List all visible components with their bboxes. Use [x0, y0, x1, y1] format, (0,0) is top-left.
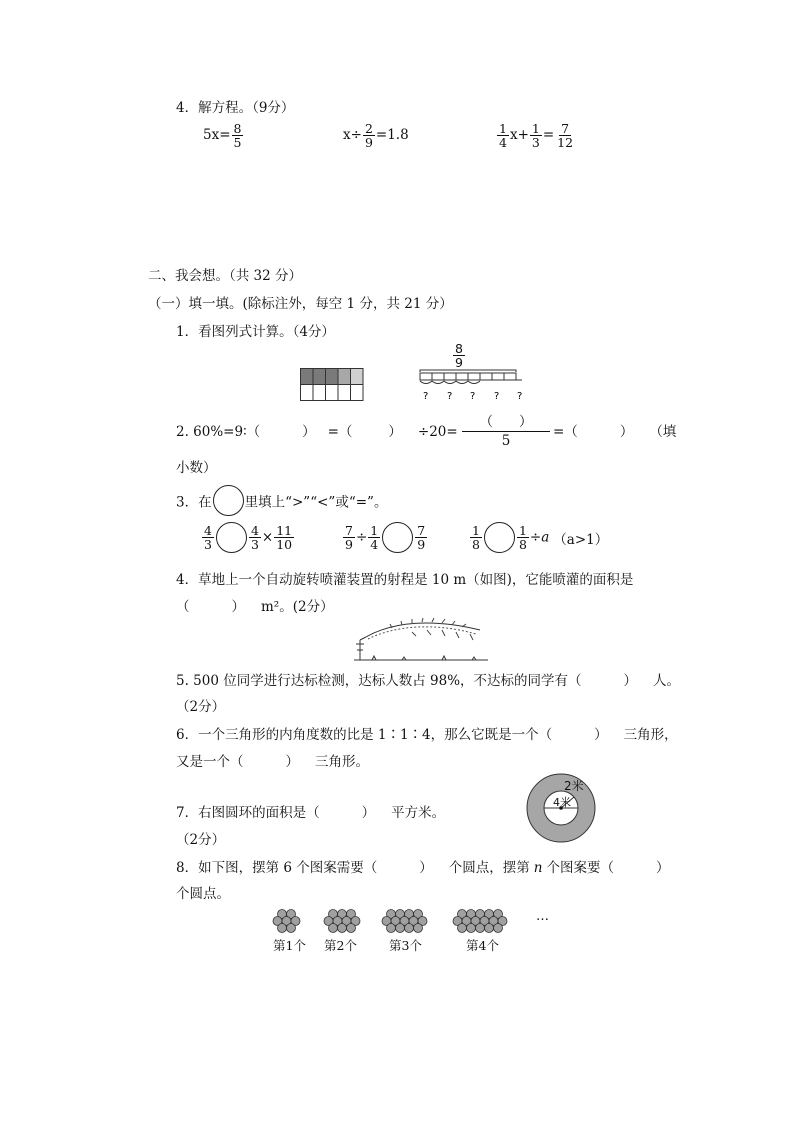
p7-line2: （2分）	[176, 832, 226, 848]
p6-line1: 6．一个三角形的内角度数的比是 1∶1∶4，那么它既是一个（ ） 三角形，	[176, 727, 678, 743]
compare-circle[interactable]	[216, 522, 247, 553]
eq2-frac: $\frac{2}{9}$	[364, 121, 373, 151]
pattern-label-1: 第1个	[273, 938, 306, 953]
q-mark: ?	[423, 391, 429, 402]
q-mark: ?	[494, 391, 500, 402]
compare-circle[interactable]	[484, 522, 515, 553]
sprinkler-figure	[352, 616, 492, 662]
p2-tail: =（ ） （填	[553, 424, 677, 440]
p8-line2: 个圆点。	[176, 886, 230, 902]
p3-item-a: $\frac{4}{3}$ $\frac{4}{3}$ × $\frac{11}{10}$	[204, 522, 293, 552]
q4-title: 4．解方程。（9分）	[176, 100, 295, 116]
q-mark: ?	[470, 391, 476, 402]
p5-line1: 5. 500 位同学进行达标检测，达标人数占 98%，不达标的同学有（ ） 人。	[176, 673, 681, 689]
p8-line1: 8．如下图，摆第 6 个图案需要（ ） 个圆点，摆第 n 个图案要（ ）	[176, 860, 670, 876]
eq2-lhs: x÷	[343, 127, 362, 144]
eq1-lhs: 5x=	[203, 127, 231, 144]
p2-line1: 2. 60%=9∶（ ） =（ ） ÷20=	[176, 424, 458, 440]
eq1-frac: $\frac{8}{5}$	[233, 121, 242, 151]
p4-line2: （ ） m²。(2分）	[176, 599, 334, 615]
compare-circle[interactable]	[213, 485, 244, 516]
ring-figure	[524, 772, 600, 844]
q-mark: ?	[447, 391, 453, 402]
segment-figure	[414, 368, 524, 402]
pattern-label-3: 第3个	[389, 938, 422, 953]
p7-line1: 7．右图圆环的面积是（ ） 平方米。	[176, 805, 446, 821]
grid-figure	[300, 368, 364, 402]
section2-sub1: （一）填一填。(除标注外，每空 1 分，共 21 分）	[148, 296, 453, 312]
p5-line2: （2分）	[176, 699, 226, 715]
equation-1	[203, 122, 244, 149]
q-mark: ?	[517, 391, 523, 402]
p1-text: 1．看图列式计算。（4分）	[176, 324, 335, 340]
equation-3: $\frac{1}{4}$ x+ $\frac{1}{3}$ = $\frac{7}{12}$	[499, 121, 574, 151]
p3-instruction: 3．在 里填上“>”“<”或“=”。	[176, 485, 387, 516]
equation-2	[343, 122, 409, 149]
p2-big-frac: （ ） 5	[462, 410, 550, 449]
inner-label: 4米	[553, 796, 571, 809]
pattern-label-2: 第2个	[324, 938, 357, 953]
outer-label: 2米	[564, 779, 584, 793]
p3-item-b: $\frac{7}{9}$ ÷ $\frac{1}{4}$ $\frac{7}{9}$	[345, 522, 426, 552]
p3-item-c: $\frac{1}{8}$ $\frac{1}{8}$ ÷a （a>1）	[472, 522, 609, 552]
p2-line2: 小数）	[176, 460, 217, 476]
p6-line2: 又是一个（ ） 三角形。	[176, 754, 369, 770]
pattern-label-4: 第4个	[466, 938, 499, 953]
section2-title: 二、我会想。（共 32 分）	[148, 268, 303, 284]
eq2-rhs: =1.8	[375, 127, 409, 144]
ellipsis: …	[536, 909, 549, 924]
compare-circle[interactable]	[382, 522, 413, 553]
segment-fraction: $\frac{8}{9}$	[455, 341, 463, 371]
p4-line1: 4．草地上一个自动旋转喷灌装置的射程是 10 m（如图)，它能喷灌的面积是	[176, 572, 634, 588]
